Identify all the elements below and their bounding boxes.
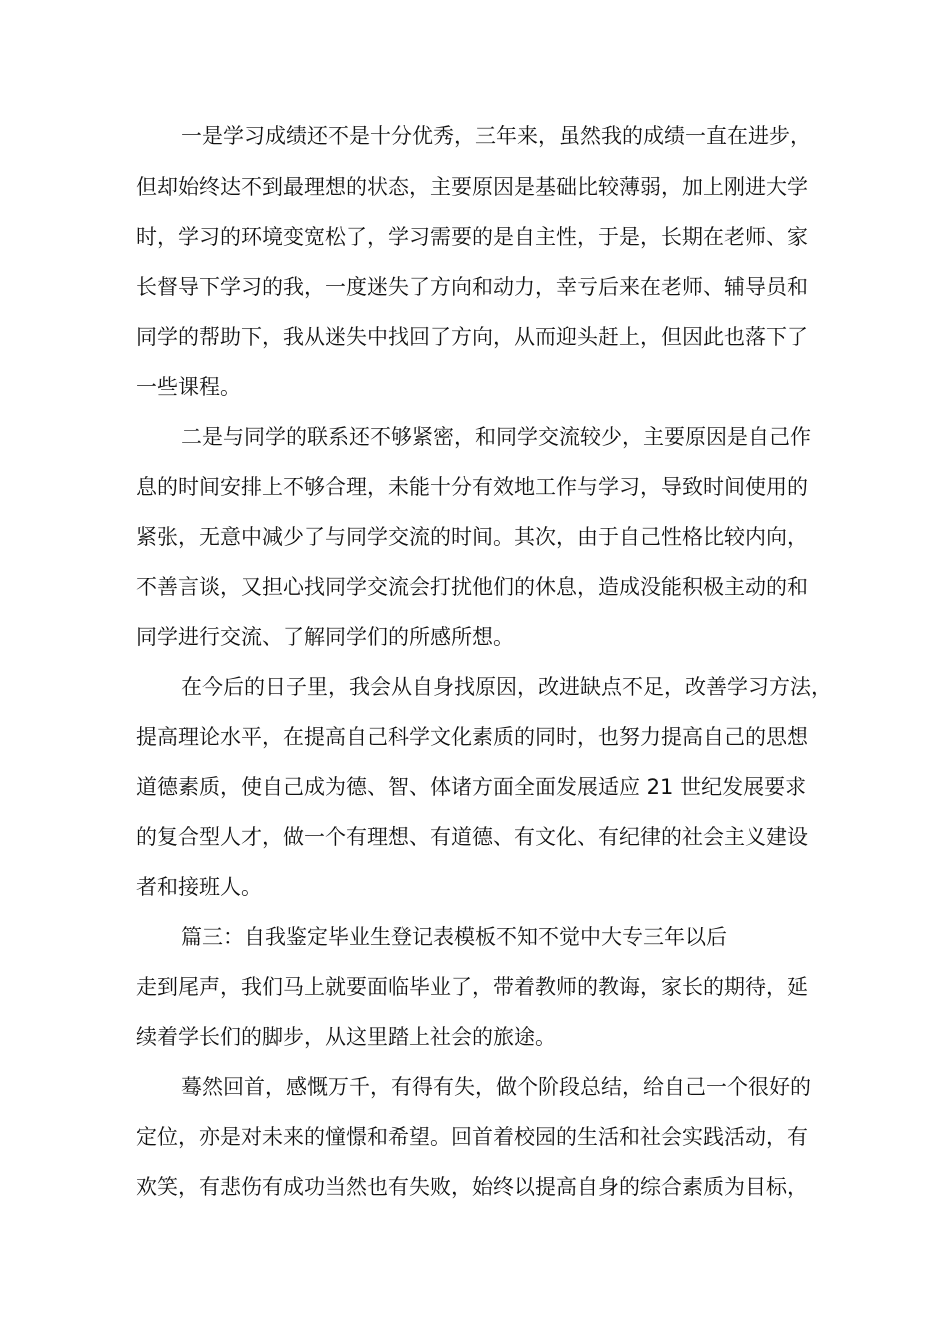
paragraph-3-line-1: 在今后的日子里，我会从自身找原因，改进缺点不足，改善学习方法， [181,675,832,699]
paragraph-1-line-4: 长督导下学习的我，一度迷失了方向和动力，幸亏后来在老师、辅导员和 [136,275,808,299]
paragraph-2-line-5: 同学进行交流、了解同学们的所感所想。 [136,625,514,649]
paragraph-6-line-2: 定位，亦是对未来的憧憬和希望。回首着校园的生活和社会实践活动，有 [136,1125,808,1149]
paragraph-3-line-2: 提高理论水平，在提高自己科学文化素质的同时，也努力提高自己的思想 [136,725,808,749]
paragraph-1-line-5: 同学的帮助下，我从迷失中找回了方向，从而迎头赶上，但因此也落下了 [136,325,808,349]
paragraph-1-line-3: 时，学习的环境变宽松了，学习需要的是自主性，于是，长期在老师、家 [136,225,808,249]
paragraph-1-line-1: 一是学习成绩还不是十分优秀，三年来，虽然我的成绩一直在进步， [181,124,811,148]
section-heading-line: 篇三：自我鉴定毕业生登记表模板不知不觉中大专三年以后 [181,925,727,949]
paragraph-5-line-2: 续着学长们的脚步，从这里踏上社会的旅途。 [136,1025,556,1049]
paragraph-1-line-2: 但却始终达不到最理想的状态，主要原因是基础比较薄弱，加上刚进大学 [136,175,808,199]
paragraph-3-line-4: 的复合型人才，做一个有理想、有道德、有文化、有纪律的社会主义建设 [136,825,808,849]
paragraph-5-line-1: 走到尾声，我们马上就要面临毕业了，带着教师的教诲，家长的期待，延 [136,975,808,999]
paragraph-6-line-3: 欢笑，有悲伤有成功当然也有失败，始终以提高自身的综合素质为目标， [136,1175,808,1199]
paragraph-2-line-3: 紧张，无意中减少了与同学交流的时间。其次，由于自己性格比较内向， [136,525,808,549]
paragraph-3-line-3: 道德素质，使自己成为德、智、体诸方面全面发展适应 21 世纪发展要求 [136,775,807,799]
paragraph-6-line-1: 蓦然回首，感慨万千，有得有失，做个阶段总结，给自己一个很好的 [181,1075,811,1099]
paragraph-2-line-4: 不善言谈，又担心找同学交流会打扰他们的休息，造成没能积极主动的和 [136,575,808,599]
paragraph-3-line-5: 者和接班人。 [136,875,262,899]
paragraph-1-line-6: 一些课程。 [136,375,241,399]
paragraph-2-line-1: 二是与同学的联系还不够紧密，和同学交流较少，主要原因是自己作 [181,425,811,449]
paragraph-2-line-2: 息的时间安排上不够合理，未能十分有效地工作与学习，导致时间使用的 [136,475,808,499]
